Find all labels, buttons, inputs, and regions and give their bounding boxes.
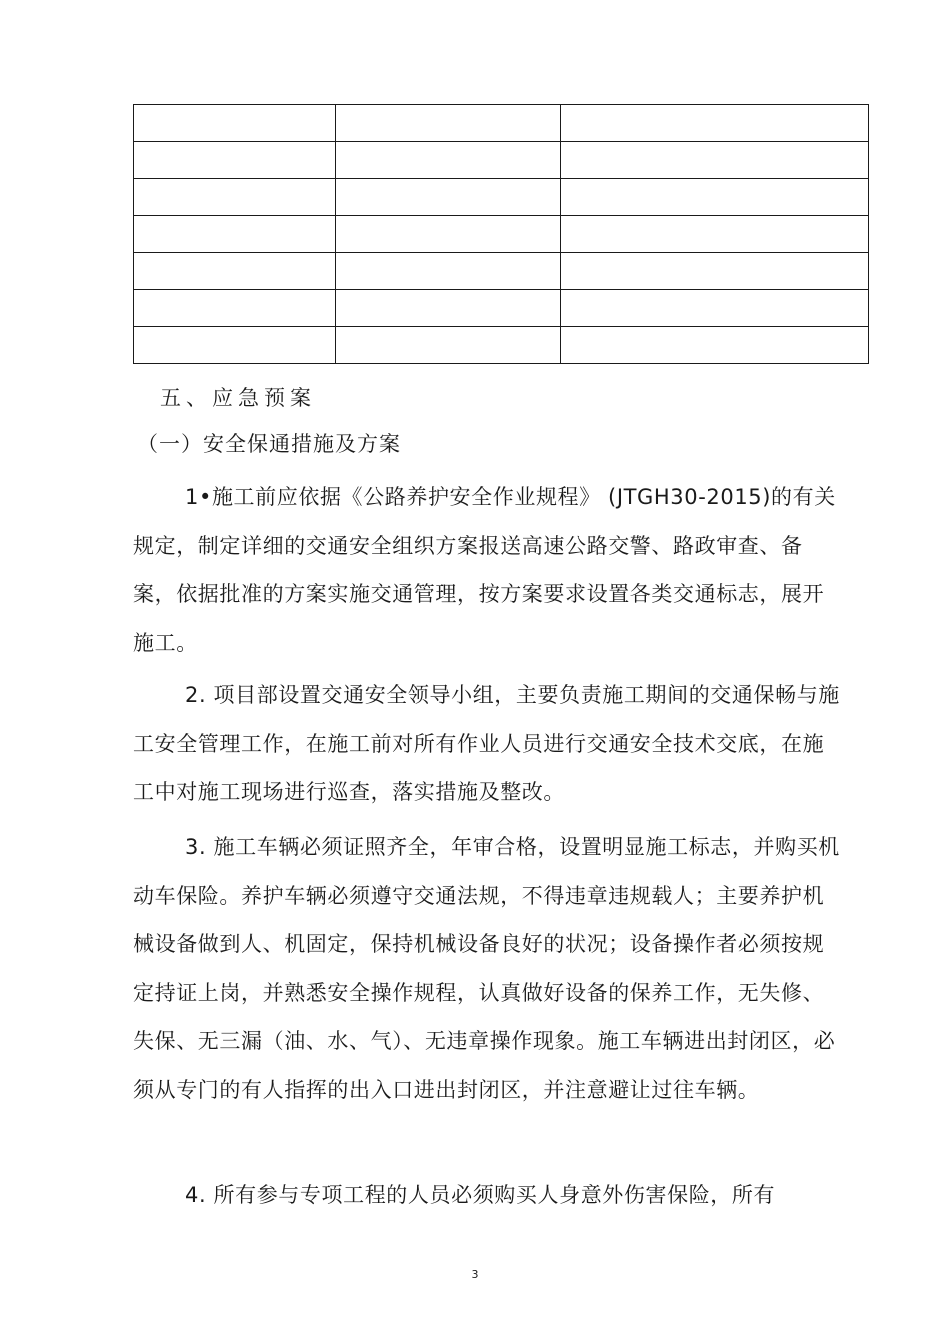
table-row [134, 290, 869, 327]
table-cell [561, 216, 869, 253]
paragraph-2 [133, 671, 845, 817]
paragraph-2-text: 2. 项目部设置交通安全领导小组，主要负责施工期间的交通保畅与施工安全管理工作，在施工前对所有作业人员进行交通安全技术交底，在施工中对施工现场进行巡查，落实措施及整改。 [133, 683, 840, 804]
table-cell [134, 253, 336, 290]
table-cell [561, 105, 869, 142]
table-cell [561, 253, 869, 290]
paragraph-4 [133, 1171, 845, 1220]
table-row [134, 327, 869, 364]
table-cell [336, 253, 561, 290]
table-cell [336, 179, 561, 216]
paragraph-1 [133, 473, 845, 667]
table-cell [336, 105, 561, 142]
paragraph-3-text: 3. 施工车辆必须证照齐全，年审合格，设置明显施工标志，并购买机动车保险。养护车辆必须遵守交通法规，不得违章违规载人；主要养护机械设备做到人、机固定，保持机械设备良好的状况；设备操作者必须按规定持证上岗，并熟悉安全操作规程，认真做好设备的保养工作，无失修、失保、无三漏（油、水、气）、无违章操作现象。施工车辆进出封闭区，必须从专门的有人指挥的出入口进出封闭区，并注意避让过往车辆。 [133, 835, 840, 1102]
table-cell [134, 142, 336, 179]
page-number: 3 [471, 1268, 479, 1281]
paragraph-3 [133, 823, 845, 1114]
table-row [134, 105, 869, 142]
table-cell [134, 105, 336, 142]
sub-heading: （一）安全保通措施及方案 [137, 432, 401, 456]
table-row [134, 216, 869, 253]
table-cell [336, 142, 561, 179]
table-cell [561, 327, 869, 364]
table-cell [336, 327, 561, 364]
table-row [134, 142, 869, 179]
table-row [134, 179, 869, 216]
table-cell [336, 290, 561, 327]
table-cell [134, 216, 336, 253]
table-row [134, 253, 869, 290]
paragraph-4-text: 4. 所有参与专项工程的人员必须购买人身意外伤害保险，所有 [185, 1183, 776, 1207]
empty-table [133, 104, 869, 364]
table-cell [561, 290, 869, 327]
paragraph-1-text: 1•施工前应依据《公路养护安全作业规程》 (JTGH30-2015)的有关规定，制定详细的交通安全组织方案报送高速公路交警、路政审查、备案，依据批准的方案实施交通管理，按方案要求设置各类交通标志，展开施工。 [133, 485, 836, 655]
table-cell [134, 179, 336, 216]
section-heading: 五、应急预案 [160, 386, 316, 410]
table-cell [561, 179, 869, 216]
table-body [134, 105, 869, 364]
table-cell [134, 290, 336, 327]
table-cell [561, 142, 869, 179]
table-cell [134, 327, 336, 364]
table-cell [336, 216, 561, 253]
